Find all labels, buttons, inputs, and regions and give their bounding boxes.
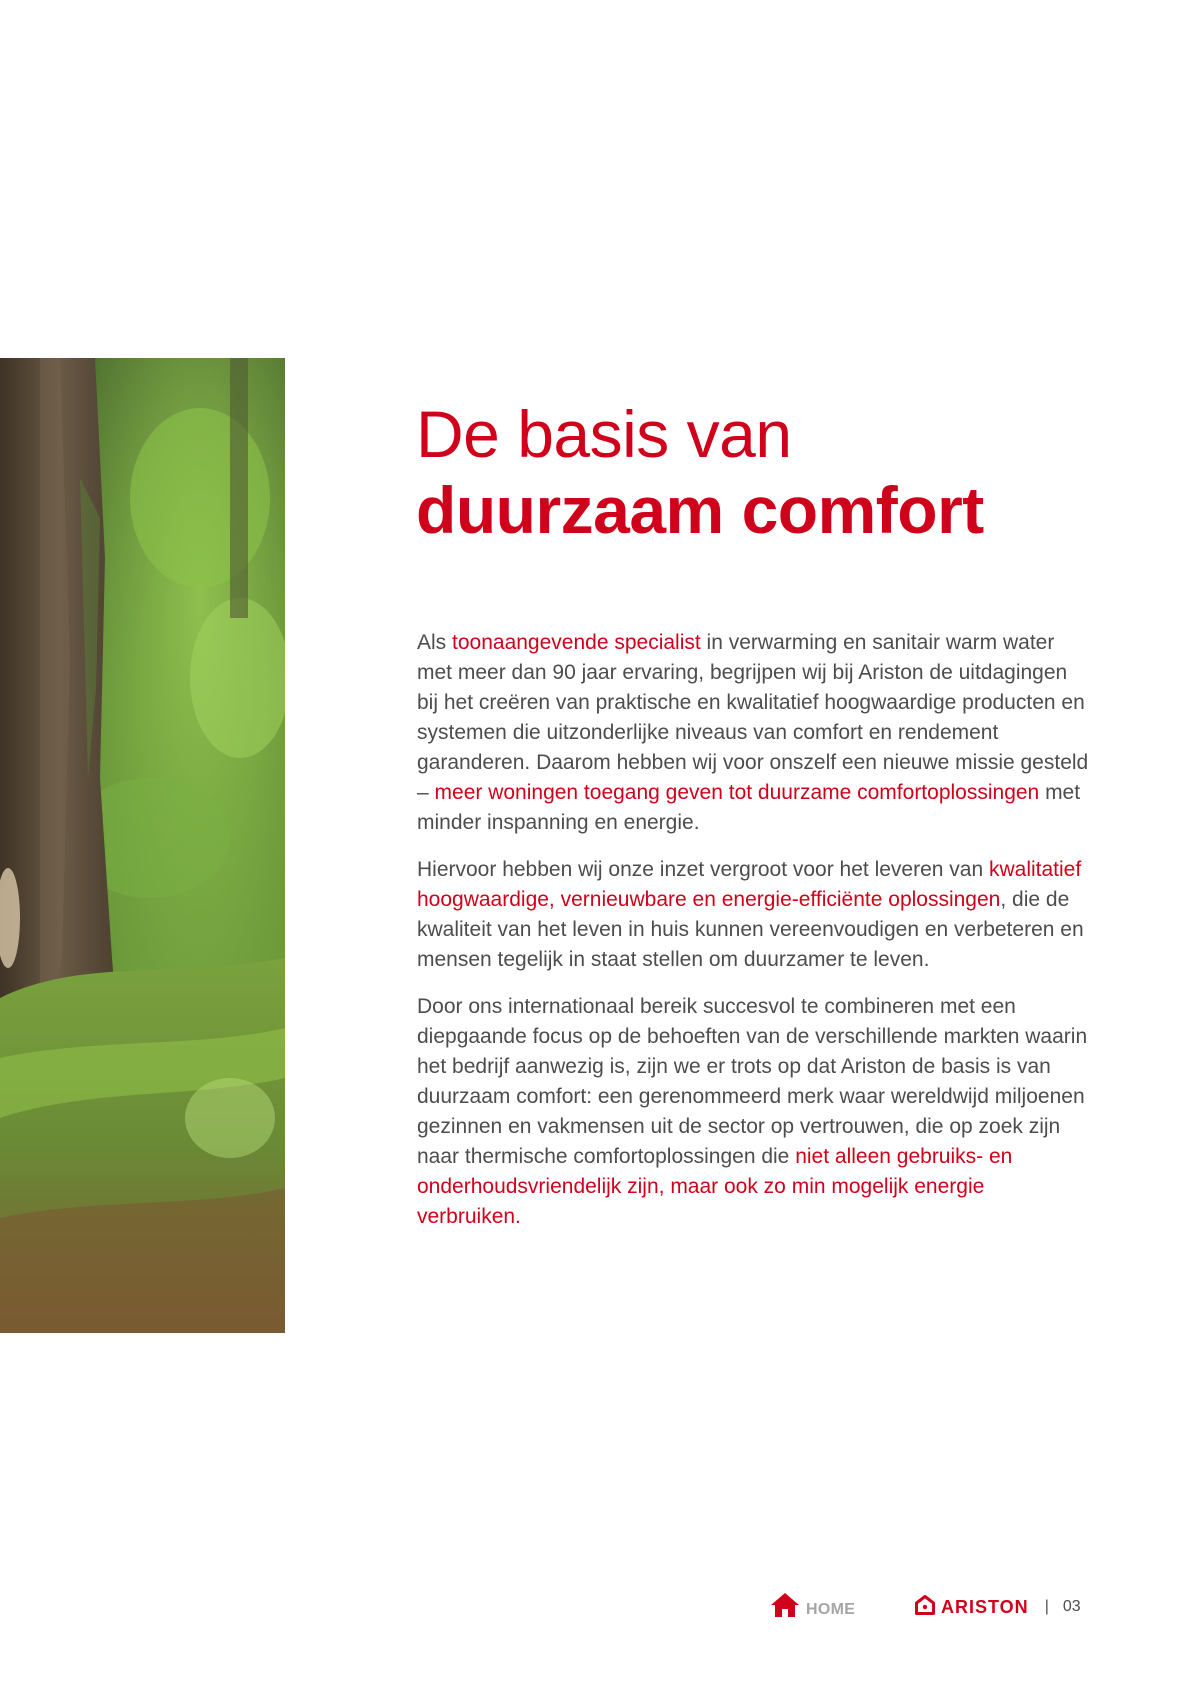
home-label: HOME (806, 1601, 856, 1618)
ariston-house-icon (915, 1595, 935, 1620)
page-title (416, 396, 1116, 548)
text-segment: in verwarming en sanitair warm water met meer dan 90 jaar ervaring, begrijpen wij bij Ariston de uitdagingen bij het creëren van praktische en kwalitatief hoogwaardige producten en systemen die uitzonderlijke niveaus van comfort en rendement garanderen. Daarom hebben wij voor onszelf een nieuwe missie gesteld – (417, 631, 1089, 804)
body-text (417, 628, 1089, 1249)
text-segment: Hiervoor hebben wij onze inzet vergroot voor het leveren van (417, 858, 989, 881)
page-number: 03 (1062, 1598, 1081, 1615)
home-icon (770, 1592, 800, 1623)
title-line-1: De basis van (416, 397, 792, 471)
footer-brand (915, 1593, 1081, 1621)
highlight-segment: meer woningen toegang geven tot duurzame comfortoplossingen (434, 781, 1040, 804)
brand-name: ARISTON (941, 1596, 1029, 1617)
text-segment: Als (417, 631, 453, 654)
highlight-segment: niet alleen gebruiks- en onderhoudsvriendelijk zijn, maar ook zo min mogelijk energie verbruiken. (417, 1145, 1013, 1228)
text-segment: , die de kwaliteit van het leven in huis kunnen vereenvoudigen en verbeteren en mensen tegelijk in staat stellen om duurzamer te leven. (417, 888, 1084, 971)
highlight-segment: kwalitatief hoogwaardige, vernieuwbare en energie-efficiënte oplossingen (417, 858, 1082, 911)
paragraph-3 (417, 992, 1089, 1232)
text-segment: met minder inspanning en energie. (417, 781, 1081, 834)
forest-photo (0, 358, 285, 1333)
paragraph-1 (417, 628, 1089, 838)
title-line-2: duurzaam comfort (416, 473, 984, 547)
footer-separator: | (1044, 1598, 1049, 1615)
text-segment: Door ons internationaal bereik succesvol te combineren met een diepgaande focus op de behoeften van de verschillende markten waarin het bedrijf aanwezig is, zijn we er trots op dat Ariston de basis is van duurzaam comfort: een gerenommeerd merk waar wereldwijd miljoenen gezinnen en vakmensen uit de sector op vertrouwen, die op zoek zijn naar thermische comfortoplossingen die (417, 995, 1088, 1168)
paragraph-2 (417, 855, 1089, 975)
home-link[interactable] (770, 1593, 855, 1621)
highlight-segment: toonaangevende specialist (452, 631, 701, 654)
